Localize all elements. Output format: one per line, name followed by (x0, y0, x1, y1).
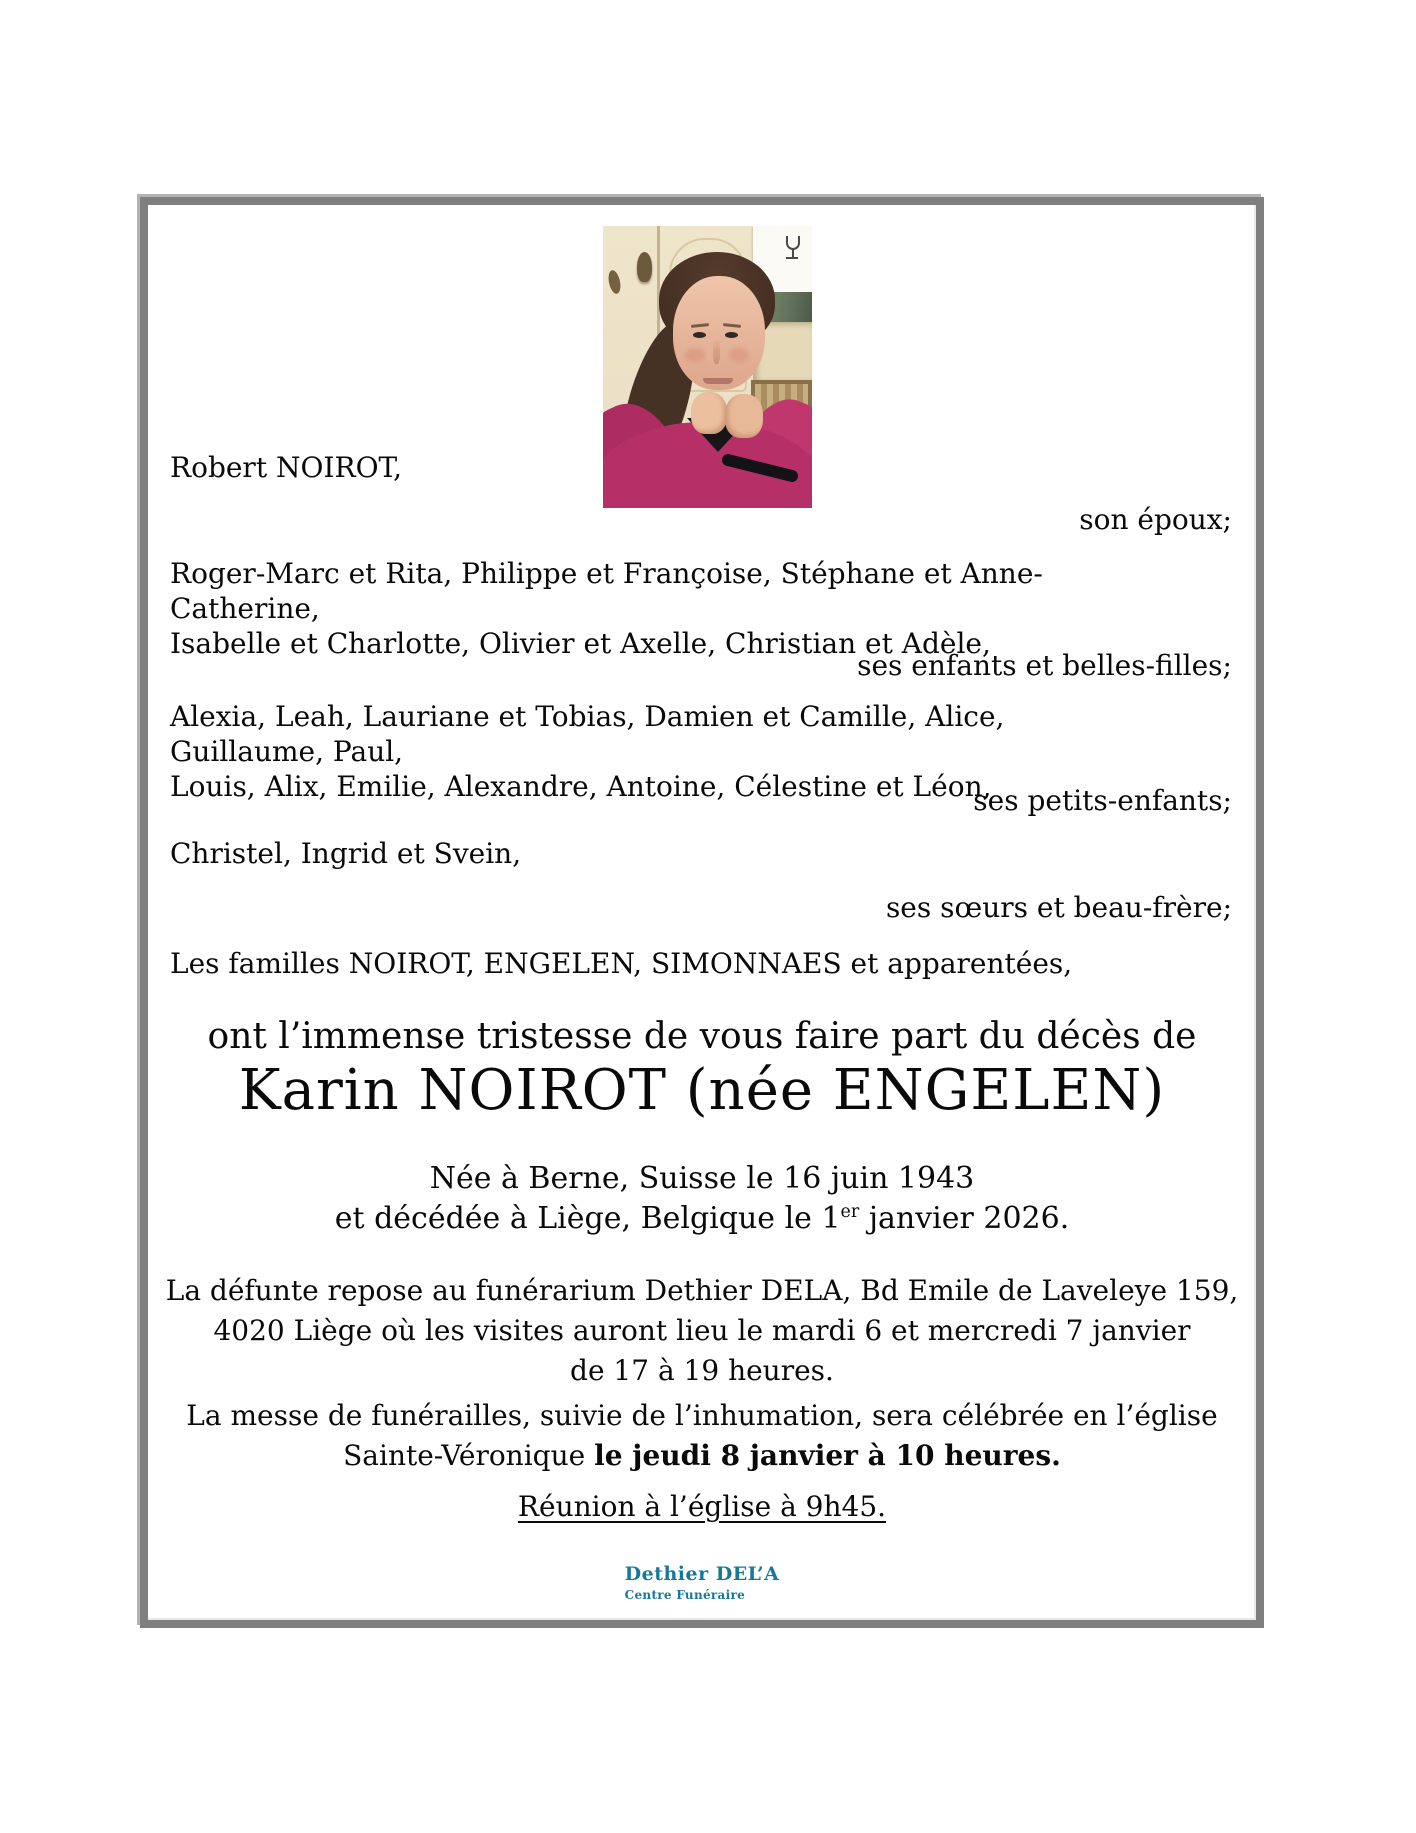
funeral-block (148, 1396, 1256, 1476)
relation-grandchildren: ses petits-enfants; (973, 784, 1232, 817)
photo-woman-eye-left (693, 332, 706, 338)
deceased-name: Karin NOIROT (née ENGELEN) (238, 1058, 1166, 1123)
announcer-husband (148, 450, 1256, 485)
announcer-children (148, 556, 1256, 661)
funeral-home-subtitle: Centre Funéraire (624, 1588, 746, 1602)
funeral-line-1: La messe de funérailles, suivie de l’inhumation, sera célébrée en l’église (186, 1399, 1218, 1432)
funeral-home-logo (148, 1563, 1256, 1603)
photo-woman-mouth (703, 378, 733, 384)
announcer-siblings-line: Christel, Ingrid et Svein, (170, 837, 522, 870)
photo-woman-hand-left (691, 392, 727, 434)
funeral-datetime: le jeudi 8 janvier à 10 heures. (594, 1439, 1061, 1472)
photo-woman-cheek-left (685, 348, 705, 362)
death-line-suffix: janvier 2026. (859, 1201, 1070, 1236)
announcer-siblings (148, 836, 1256, 871)
birth-line: Née à Berne, Suisse le 16 juin 1943 (429, 1161, 975, 1196)
birth-death-block (148, 1159, 1256, 1239)
funeral-home-logo-box (625, 1563, 780, 1602)
announcer-families-line: Les familles NOIROT, ENGELEN, SIMONNAES et apparentées, (170, 947, 1073, 980)
photo-woman-hand-right (725, 394, 763, 438)
announcement-card-frame (140, 197, 1264, 1628)
photo-woman-cheek-right (729, 348, 749, 362)
visitation-line-2: 4020 Liège où les visites auront lieu le mardi 6 et mercredi 7 janvier (213, 1314, 1191, 1347)
funeral-line-2 (148, 1436, 1256, 1476)
announcer-families (148, 946, 1256, 981)
funeral-home-name: Dethier DEL’A (624, 1563, 780, 1585)
death-line-prefix: et décédée à Liège, Belgique le 1 (334, 1201, 841, 1236)
relation-children: ses enfants et belles-filles; (857, 649, 1232, 682)
visitation-line-1: La défunte repose au funérarium Dethier DELA, Bd Emile de Laveleye 159, (165, 1274, 1239, 1307)
meeting-block (148, 1489, 1256, 1524)
announcement-intro: ont l’immense tristesse de vous faire part du décès de (207, 1016, 1197, 1057)
announcer-husband-line: Robert NOIROT, (170, 451, 402, 484)
photo-door-fitting (637, 252, 652, 282)
funeral-church: Sainte-Véronique (343, 1439, 595, 1472)
photo-woman-eye-right (725, 332, 738, 338)
announcer-children-line-2: Isabelle et Charlotte, Olivier et Axelle, Christian et Adèle, (170, 627, 991, 660)
photo-door-fitting-2 (607, 269, 623, 295)
announcement-card (148, 205, 1256, 1620)
visitation-line-3: de 17 à 19 heures. (570, 1354, 834, 1387)
wine-glass-sketch-stem (792, 248, 794, 257)
meeting-line: Réunion à l’église à 9h45. (517, 1490, 887, 1523)
death-line (148, 1199, 1256, 1239)
death-line-ordinal: er (840, 1202, 860, 1222)
visitation-block (148, 1271, 1256, 1391)
announcer-grandchildren-line-2: Louis, Alix, Emilie, Alexandre, Antoine, Célestine et Léon, (170, 770, 992, 803)
photo-woman-face (673, 276, 765, 390)
announcer-grandchildren-line-1: Alexia, Leah, Lauriane et Tobias, Damien et Camille, Alice, Guillaume, Paul, (170, 700, 1005, 768)
relation-husband: son époux; (1079, 503, 1232, 536)
photo-woman-nose (713, 338, 720, 364)
relation-siblings: ses sœurs et beau-frère; (885, 891, 1232, 924)
wine-glass-sketch-base (786, 257, 798, 259)
announcer-children-line-1: Roger-Marc et Rita, Philippe et Françoise, Stéphane et Anne-Catherine, (170, 557, 1043, 625)
